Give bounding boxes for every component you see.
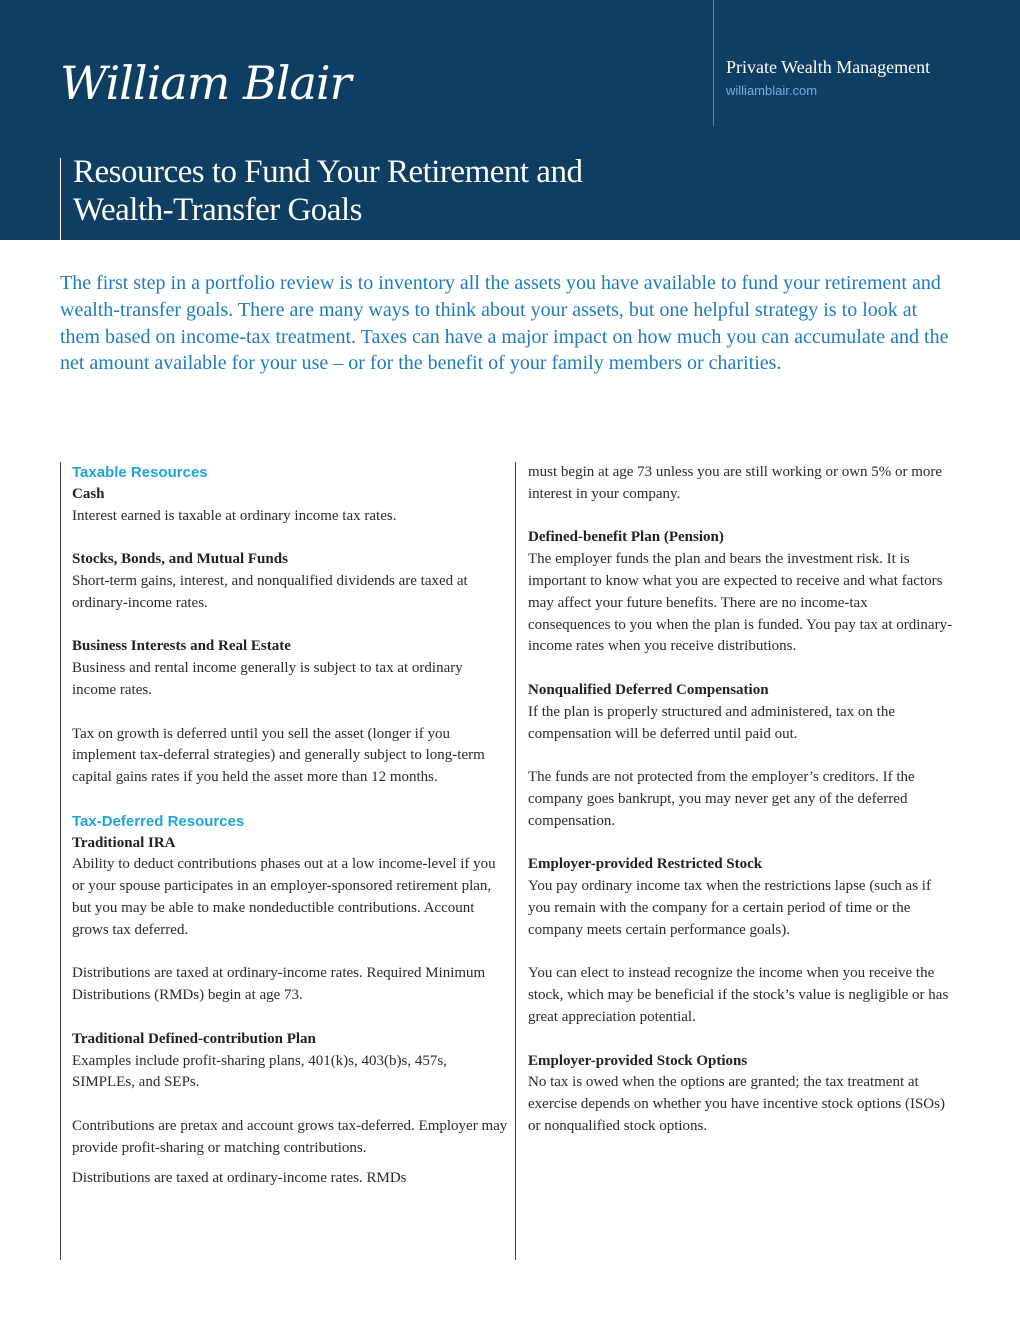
- ira-text-1: Ability to deduct contributions phases out at a low income-level if you or your spouse participates in an employer-sponsored retirement plan, but you may be able to make nondeductible contributions. Account grows tax deferred.: [72, 856, 496, 938]
- stocks-text: Short-term gains, interest, and nonqualified dividends are taxed at ordinary-income rates.: [72, 572, 468, 611]
- title-line-2: Wealth-Transfer Goals: [73, 192, 362, 228]
- left-column: [72, 462, 510, 1189]
- right-column-rule: [515, 462, 516, 1260]
- stock-options-text: No tax is owed when the options are granted; the tax treatment at exercise depends on whether you have incentive stock options (ISOs) or nonqualified stock options.: [528, 1074, 945, 1134]
- dc-plan-text-2: Contributions are pretax and account grows tax-deferred. Employer may provide profit-sharing or matching contributions.: [72, 1117, 508, 1156]
- ndc-text-2: The funds are not protected from the employer’s creditors. If the company goes bankrupt, you may never get any of the deferred compensation.: [528, 769, 915, 829]
- tax-deferred-heading: Tax-Deferred Resources: [72, 812, 245, 830]
- header-divider: [713, 0, 714, 126]
- ndc-text-1: If the plan is properly structured and administered, tax on the compensation will be deferred until paid out.: [528, 703, 895, 742]
- stocks-heading: Stocks, Bonds, and Mutual Funds: [72, 551, 288, 568]
- restricted-stock-text-2: You can elect to instead recognize the income when you receive the stock, which may be beneficial if the stock’s value is negligible or has great appreciation potential.: [528, 965, 949, 1025]
- ira-text-2: Distributions are taxed at ordinary-income rates. Required Minimum Distributions (RMDs) begin at age 73.: [72, 965, 486, 1004]
- william-blair-logo: William Blair: [60, 56, 351, 110]
- ira-heading: Traditional IRA: [72, 834, 176, 851]
- dc-plan-text-1: Examples include profit-sharing plans, 401(k)s, 403(b)s, 457s, SIMPLEs, and SEPs.: [72, 1052, 447, 1091]
- title-rule: [60, 158, 61, 240]
- taxable-resources-heading: Taxable Resources: [72, 464, 208, 481]
- stock-options-heading: Employer-provided Stock Options: [528, 1052, 748, 1069]
- page-header: [0, 0, 1020, 240]
- dc-plan-text-3: Distributions are taxed at ordinary-income rates. RMDs: [72, 1169, 407, 1186]
- db-plan-text: The employer funds the plan and bears the investment risk. It is important to know what you are expected to receive and what factors may affect your future benefits. There are no income-tax consequences to you when the plan is funded. You pay tax at ordinary-income rates when you receive distributions.: [528, 551, 953, 655]
- dc-plan-heading: Traditional Defined-contribution Plan: [72, 1030, 316, 1047]
- business-text-1: Business and rental income generally is subject to tax at ordinary income rates.: [72, 660, 463, 698]
- website-link[interactable]: williamblair.com: [726, 83, 818, 98]
- db-plan-heading: Defined-benefit Plan (Pension): [528, 529, 724, 546]
- restricted-stock-text-1: You pay ordinary income tax when the restrictions lapse (such as if you remain with the company for a certain period of time or the company meets certain performance goals).: [528, 878, 931, 938]
- title-line-1: Resources to Fund Your Retirement and: [73, 154, 583, 190]
- rmd-continued-text: must begin at age 73 unless you are still working or own 5% or more interest in your company.: [528, 464, 943, 502]
- left-column-rule: [60, 462, 61, 1260]
- business-text-2: Tax on growth is deferred until you sell the asset (longer if you implement tax-deferral strategies) and generally subject to long-term capital gains rates if you held the asset more than 12 months.: [72, 725, 485, 786]
- page-title: [73, 153, 693, 229]
- cash-heading: Cash: [72, 485, 105, 502]
- intro-paragraph: The first step in a portfolio review is to inventory all the assets you have available to fund your retirement and wealth-transfer goals. There are many ways to think about your assets, but one helpful strategy is to look at them based on income-tax treatment. Taxes can have a major impact on how much you can accumulate and the net amount available for your use – or for the benefit of your family members or charities.: [60, 272, 949, 375]
- restricted-stock-heading: Employer-provided Restricted Stock: [528, 856, 763, 873]
- division-label: Private Wealth Management: [726, 57, 931, 77]
- business-heading: Business Interests and Real Estate: [72, 638, 291, 655]
- ndc-heading: Nonqualified Deferred Compensation: [528, 681, 769, 698]
- right-column: [528, 462, 953, 1138]
- cash-text: Interest earned is taxable at ordinary income tax rates.: [72, 507, 397, 524]
